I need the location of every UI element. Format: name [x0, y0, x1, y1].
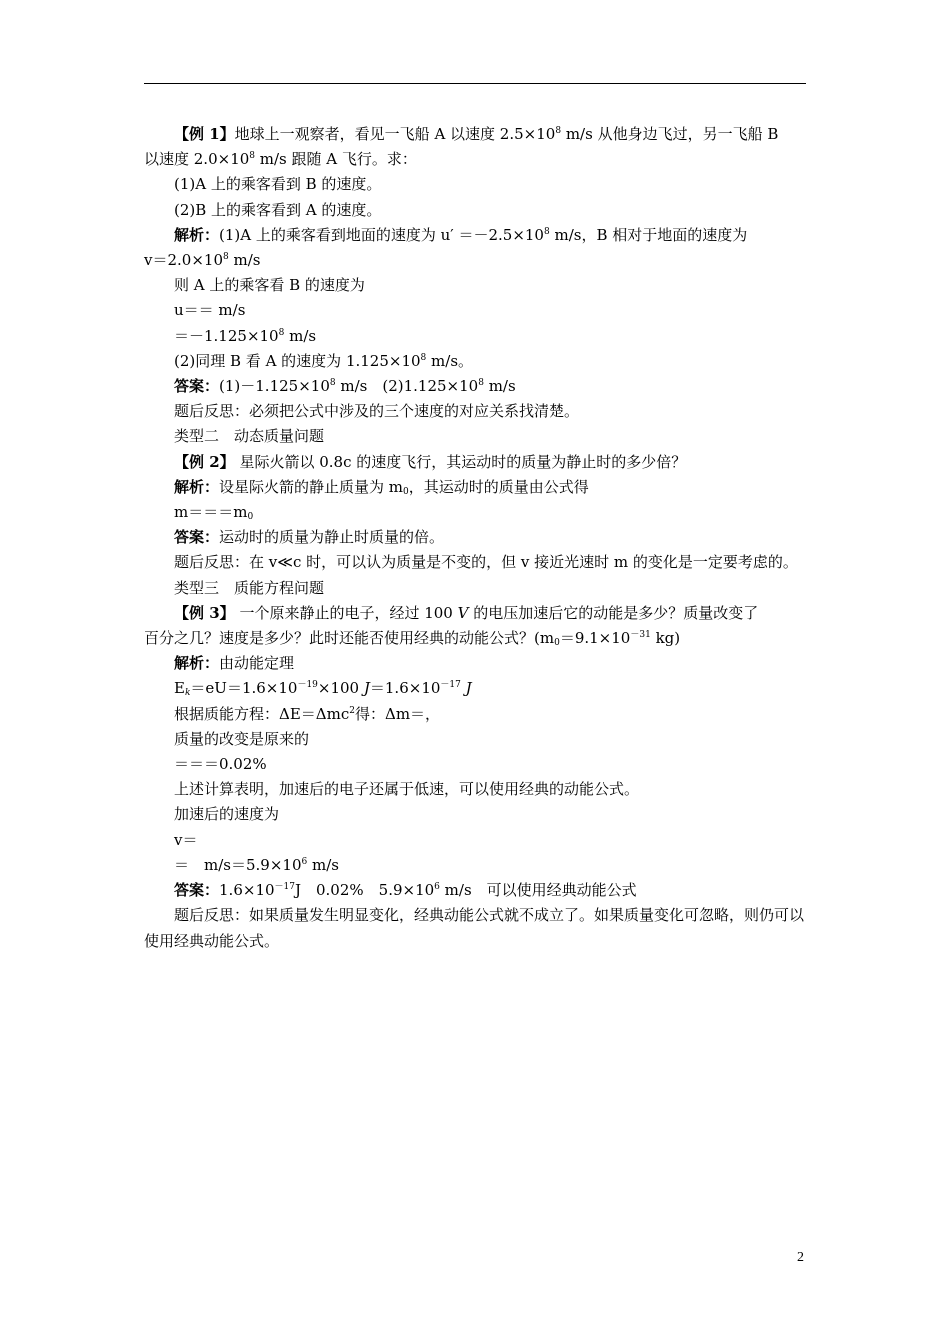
reflection-paragraph: 题后反思：如果质量发生明显变化，经典动能公式就不成立了。如果质量变化可忽略，则仍可以使用经典动能公式。 — [144, 906, 805, 950]
analysis-line: 则 A 上的乘客看 B 的速度为 — [174, 276, 365, 295]
analysis-line: 质量的改变是原来的 — [174, 729, 310, 748]
analysis-line: 上述计算表明，加速后的电子还属于低速，可以使用经典的动能公式。 — [174, 780, 640, 799]
analysis-label: 解析： — [174, 654, 220, 673]
header-rule — [144, 83, 806, 84]
example-label: 【例 2】 — [174, 452, 235, 471]
equation-line: ＝＝＝0.02% — [174, 755, 267, 774]
analysis-line: 根据质能方程：ΔE＝Δmc$^2$得：Δm＝， — [174, 704, 441, 723]
answer-line: 答案：$(1)-1.125\times 10^8$ m/s $(2)1.125\times 10^8$ m/s — [174, 377, 516, 396]
example-label: 【例 3】 — [174, 603, 235, 622]
page-number: 2 — [797, 1250, 804, 1265]
answer-line: 答案：$1.6\times 10^{-17}J$ 0.02% $5.9\times 10^6$ m/s 可以使用经典动能公式 — [174, 881, 637, 900]
analysis-line: (2)同理 B 看 A 的速度为 $1.125\times 10^8$ m/s。 — [174, 351, 474, 370]
example1-line1: 【例 1】地球上一观察者，看见一飞船 A 以速度 $2.5\times 10^8$ m/s 从他身边飞过，另一飞船 B — [174, 125, 779, 143]
equation-line: $=-1.125\times 10^8$ m/s — [174, 326, 317, 345]
document-body — [144, 122, 806, 954]
answer-label: 答案： — [174, 881, 220, 900]
equation-line: v＝ — [174, 830, 198, 849]
question-1: (1)A 上的乘客看到 B 的速度。 — [174, 175, 382, 194]
analysis-line: 解析：设星际火箭的静止质量为 $m_0$，其运动时的质量由公式得 — [174, 477, 589, 497]
example3-line1: 【例 3】 一个原来静止的电子，经过 100 V 的电压加速后它的动能是多少？质量改变了 — [174, 603, 759, 622]
example-label: 【例 1】 — [174, 125, 235, 143]
answer-label: 答案： — [174, 377, 220, 396]
equation-line: ＝ $m/s=5.9\times 10^6$ m/s — [174, 855, 339, 874]
equation-line: $m===m_0$ — [174, 503, 254, 523]
analysis-line: 解析：由动能定理 — [174, 654, 295, 673]
analysis-line: 解析：(1)A 上的乘客看到地面的速度为 $u' =-2.5\times 10^8$ m/s，B 相对于地面的速度为 — [174, 225, 748, 244]
analysis-label: 解析： — [174, 225, 220, 244]
analysis-line: $v=2.0\times 10^8$ m/s — [144, 251, 261, 270]
equation-line: u＝＝ m/s — [174, 301, 246, 320]
equation-line: $E_k=eU=1.6\times 10^{-19}\times 100$ $J=1.6\times 10^{-17}$ J — [174, 679, 472, 699]
answer-label: 答案： — [174, 528, 220, 547]
answer-line: 答案：运动时的质量为静止时质量的倍。 — [174, 528, 445, 547]
example1-line2: 以速度 $2.0\times 10^8$ m/s 跟随 A 飞行。求： — [144, 150, 417, 169]
analysis-line: 加速后的速度为 — [174, 805, 280, 824]
example3-line2: 百分之几？速度是多少？此时还能否使用经典的动能公式？($m_0=9.1\times 10^{-31}$ kg) — [144, 629, 681, 649]
section-heading: 类型三 质能方程问题 — [174, 578, 325, 597]
reflection-paragraph: 题后反思：在 v≪c 时，可以认为质量是不变的，但 v 接近光速时 m 的变化是一定要考虑的。 — [174, 553, 798, 572]
question-2: (2)B 上的乘客看到 A 的速度。 — [174, 200, 382, 219]
reflection-line: 题后反思：必须把公式中涉及的三个速度的对应关系找清楚。 — [174, 402, 580, 421]
example2-question: 【例 2】 星际火箭以 0.8c 的速度飞行，其运动时的质量为静止时的多少倍？ — [174, 452, 687, 471]
analysis-label: 解析： — [174, 477, 220, 496]
section-heading: 类型二 动态质量问题 — [174, 427, 325, 446]
